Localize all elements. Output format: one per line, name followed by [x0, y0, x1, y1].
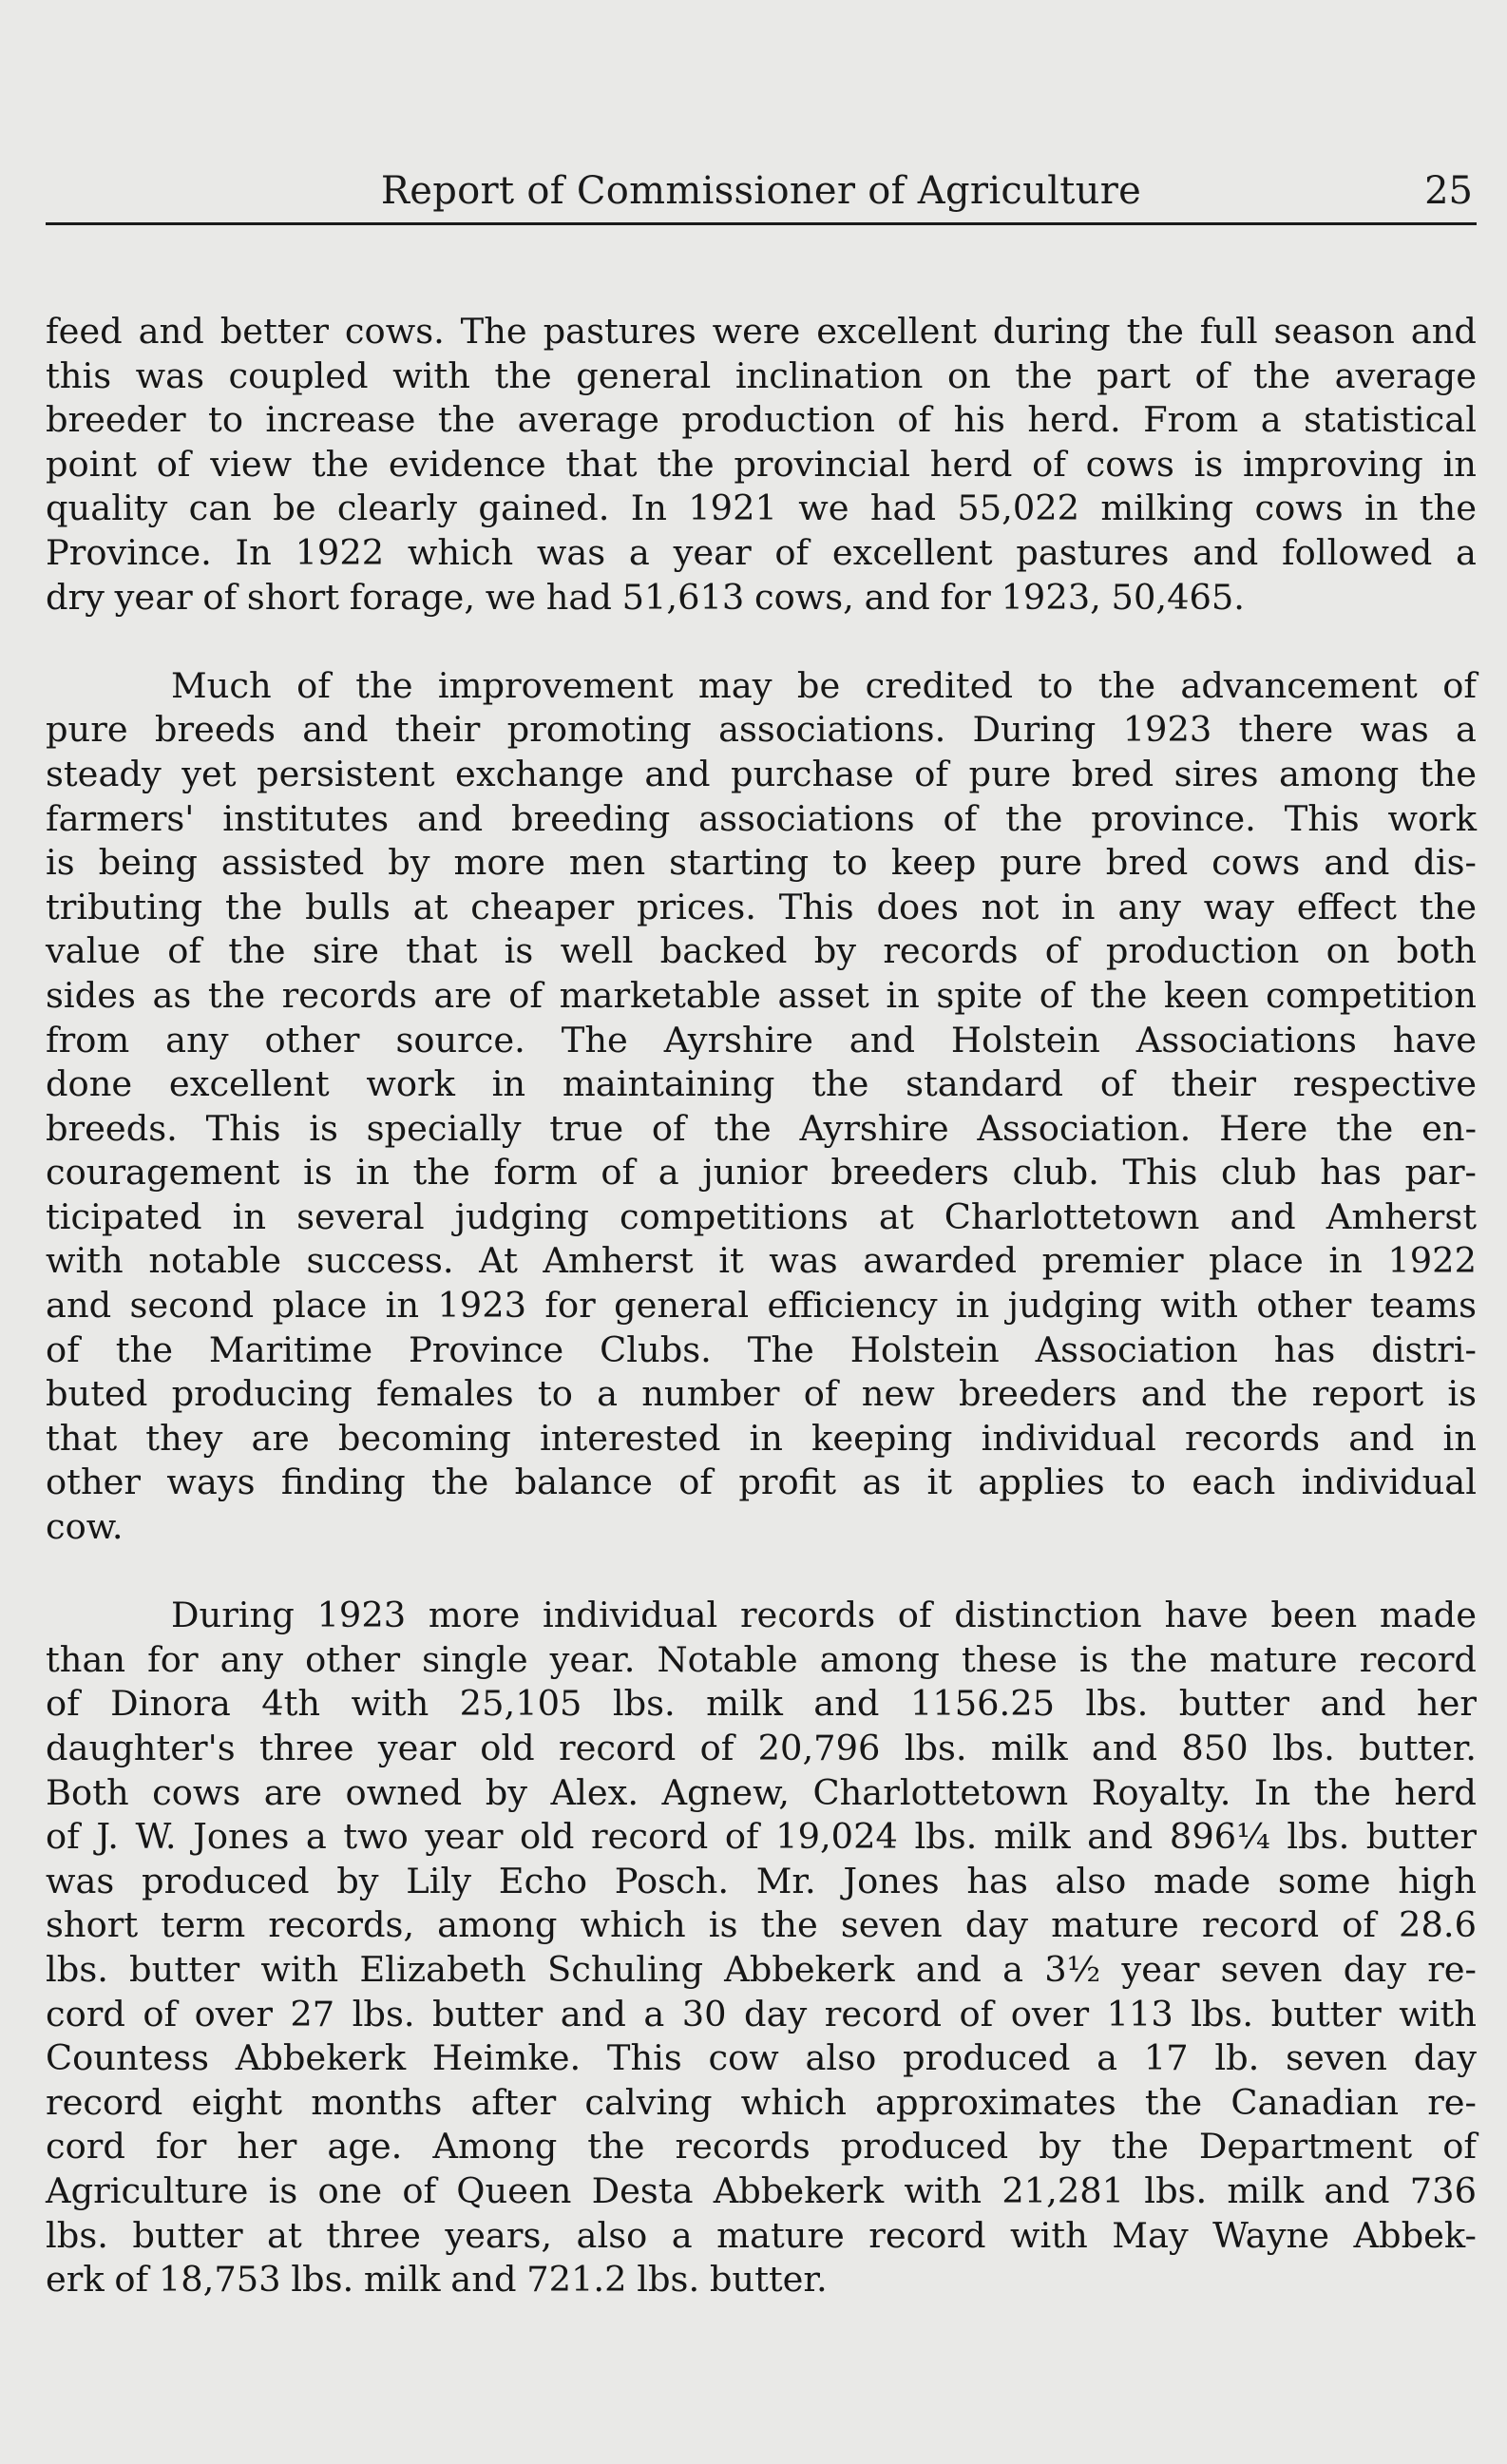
paragraph — [46, 310, 1477, 620]
text-line: Province. In 1922 which was a year of excellent pastures and followed a — [46, 531, 1477, 573]
text-line: cord of over 27 lbs. butter and a 30 day record of over 113 lbs. butter with — [46, 1993, 1477, 2034]
text-line: breeder to increase the average production of his herd. From a statistical — [46, 399, 1477, 441]
text-line: lbs. butter with Elizabeth Schuling Abbekerk and a 3½ year seven day re- — [46, 1948, 1477, 1990]
text-line: Both cows are owned by Alex. Agnew, Charlottetown Royalty. In the herd — [46, 1771, 1477, 1813]
text-line: was produced by Lily Echo Posch. Mr. Jones has also made some high — [46, 1860, 1477, 1901]
text-line: Agriculture is one of Queen Desta Abbekerk with 21,281 lbs. milk and 736 — [46, 2169, 1477, 2211]
text-line: daughter's three year old record of 20,796 lbs. milk and 850 lbs. butter. — [46, 1728, 1477, 1768]
header-title: Report of Commissioner of Agriculture — [380, 169, 1142, 213]
text-line: cord for her age. Among the records produced by the Department of — [46, 2126, 1477, 2168]
body-text — [46, 310, 1477, 2302]
text-line: pure breeds and their promoting associations. During 1923 there was a — [46, 709, 1477, 751]
text-line: sides as the records are of marketable asset in spite of the keen competition — [46, 974, 1477, 1016]
text-line: from any other source. The Ayrshire and Holstein Associations have — [46, 1019, 1477, 1060]
text-line: value of the sire that is well backed by records of production on both — [46, 930, 1477, 972]
text-line: done excellent work in maintaining the standard of their respective — [46, 1063, 1477, 1105]
running-header — [46, 163, 1477, 225]
text-line: with notable success. At Amherst it was awarded premier place in 1922 — [46, 1240, 1477, 1282]
text-line: Countess Abbekerk Heimke. This cow also produced a 17 lb. seven day — [46, 2037, 1477, 2079]
text-line: of the Maritime Province Clubs. The Holstein Association has distri- — [46, 1328, 1477, 1370]
text-line: short term records, among which is the seven day mature record of 28.6 — [46, 1904, 1477, 1946]
text-line: point of view the evidence that the provincial herd of cows is improving in — [46, 443, 1477, 485]
page-number: 25 — [1424, 169, 1473, 213]
text-line: than for any other single year. Notable among these is the mature record — [46, 1638, 1477, 1680]
text-line: breeds. This is specially true of the Ayrshire Association. Here the en- — [46, 1107, 1477, 1149]
text-line: and second place in 1923 for general efficiency in judging with other teams — [46, 1285, 1477, 1327]
text-line: cow. — [46, 1506, 124, 1548]
text-line: that they are becoming interested in keeping individual records and in — [46, 1417, 1477, 1459]
text-line: erk of 18,753 lbs. milk and 721.2 lbs. butter. — [46, 2259, 828, 2301]
paragraph — [46, 1594, 1477, 2302]
text-line: During 1923 more individual records of distinction have been made — [171, 1595, 1477, 1636]
paragraph — [46, 664, 1477, 1550]
text-line: feed and better cows. The pastures were excellent during the full season and — [46, 311, 1477, 352]
text-line: ticipated in several judging competitions at Charlottetown and Amherst — [46, 1195, 1477, 1237]
text-line: this was coupled with the general inclination on the part of the average — [46, 354, 1477, 396]
text-line: lbs. butter at three years, also a mature record with May Wayne Abbek- — [46, 2214, 1477, 2256]
text-line: farmers' institutes and breeding associations of the province. This work — [46, 797, 1477, 839]
text-line: of Dinora 4th with 25,105 lbs. milk and 1156.25 lbs. butter and her — [46, 1683, 1477, 1725]
text-line: is being assisted by more men starting to keep pure bred cows and dis- — [46, 842, 1477, 884]
text-line: tributing the bulls at cheaper prices. This does not in any way effect the — [46, 886, 1477, 927]
text-line: couragement is in the form of a junior breeders club. This club has par- — [46, 1152, 1477, 1194]
text-line: steady yet persistent exchange and purchase of pure bred sires among the — [46, 753, 1477, 794]
text-line: dry year of short forage, we had 51,613 cows, and for 1923, 50,465. — [46, 576, 1246, 618]
text-line: record eight months after calving which approximates the Canadian re- — [46, 2081, 1477, 2123]
text-line: of J. W. Jones a two year old record of 19,024 lbs. milk and 896¼ lbs. butter — [46, 1816, 1477, 1858]
text-line: Much of the improvement may be credited to the advancement of — [171, 664, 1477, 706]
text-line: quality can be clearly gained. In 1921 we had 55,022 milking cows in the — [46, 487, 1477, 529]
text-line: buted producing females to a number of new breeders and the report is — [46, 1373, 1477, 1415]
text-line: other ways finding the balance of profit as it applies to each individual — [46, 1461, 1477, 1503]
